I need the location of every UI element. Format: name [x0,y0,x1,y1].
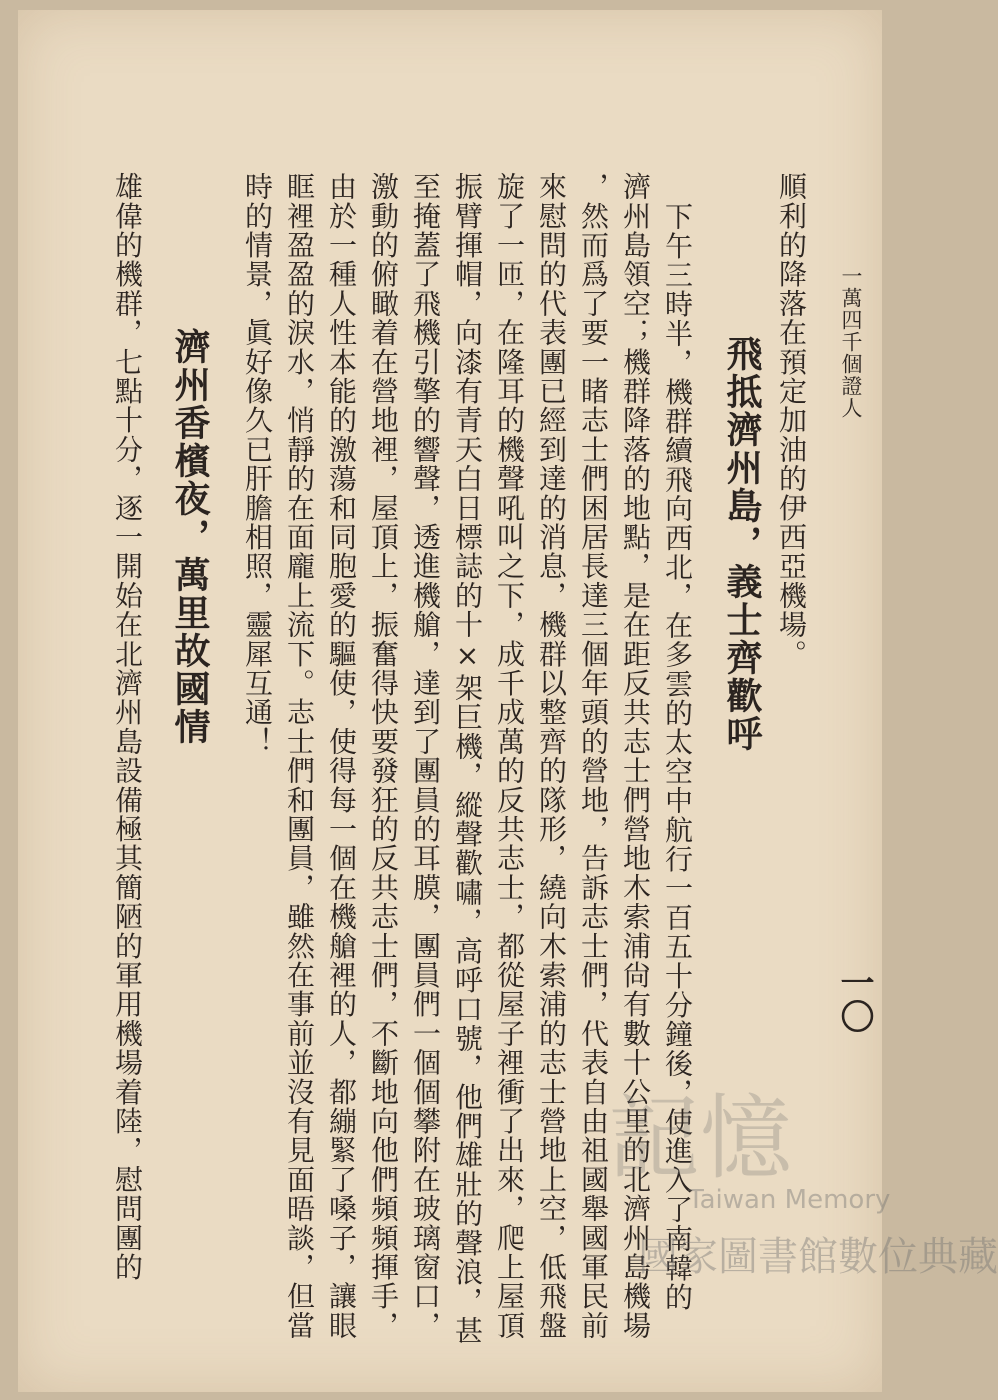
section-heading-2: 濟州香檳夜，萬里故國情 [169,328,211,746]
para1-line-2: 濟州島領空；機群降落的地點，是在距反共志士們營地木索浦尙有數十公里的北濟州島機場 [619,172,652,1340]
para1-line-10: 眶裡盈盈的淚水，悄靜的在面龐上流下。志士們和團員，雖然在事前並沒有見面晤談，但當 [283,172,316,1340]
intro-line: 順利的降落在預定加油的伊西亞機場。 [775,172,808,669]
para1-line-7: 至掩蓋了飛機引擎的響聲，透進機艙，達到了團員的耳膜，團員們一個個攀附在玻璃窗口， [409,172,442,1340]
para1-line-5: 旋了一匝，在隆耳的機聲吼叫之下，成千成萬的反共志士，都從屋子裡衝了出來，爬上屋頂 [493,172,526,1340]
watermark-english: Taiwan Memory [688,1185,891,1215]
running-head: 一萬四千個證人 [839,265,863,419]
para1-line-4: 來慰問的代表團已經到達的消息，機群以整齊的隊形，繞向木索浦的志士營地上空，低飛盤 [535,172,568,1340]
watermark [578,1065,998,1305]
para1-line-9: 由於一種人性本能的激蕩和同胞愛的驅使，使得每一個在機艙裡的人，都繃緊了嗓子，讓眼 [325,172,358,1340]
para1-line-3: ，然而爲了要一睹志士們困居長達三個年頭的營地，告訴志士們，代表自由祖國舉國軍民前 [577,172,610,1340]
page-number: 一〇 [834,965,874,1033]
section-heading-1: 飛抵濟州島，義士齊歡呼 [721,335,763,753]
para1-line-1: 下午三時半，機群續飛向西北，在多雲的太空中航行一百五十分鐘後，使進入了南韓的 [661,202,694,1312]
para2-line-1: 雄偉的機群，七點十分，逐一開始在北濟州島設備極其簡陋的軍用機場着陸，慰問團的 [111,172,144,1282]
para1-line-6: 振臂揮帽，向漆有青天白日標誌的十×架巨機，縱聲歡嘯，高呼口號，他們雄壯的聲浪，甚 [451,172,484,1345]
watermark-chinese: 國家圖書館數位典藏 [638,1234,998,1280]
watermark-logo: 記憶 [608,1085,793,1192]
book-page [18,10,998,1392]
para1-line-11: 時的情景，眞好像久已肝膽相照，靈犀互通！ [241,172,274,756]
para1-line-8: 激動的俯瞰着在營地裡，屋頂上，振奮得快要發狂的反共志士們，不斷地向他們頻頻揮手， [367,172,400,1340]
